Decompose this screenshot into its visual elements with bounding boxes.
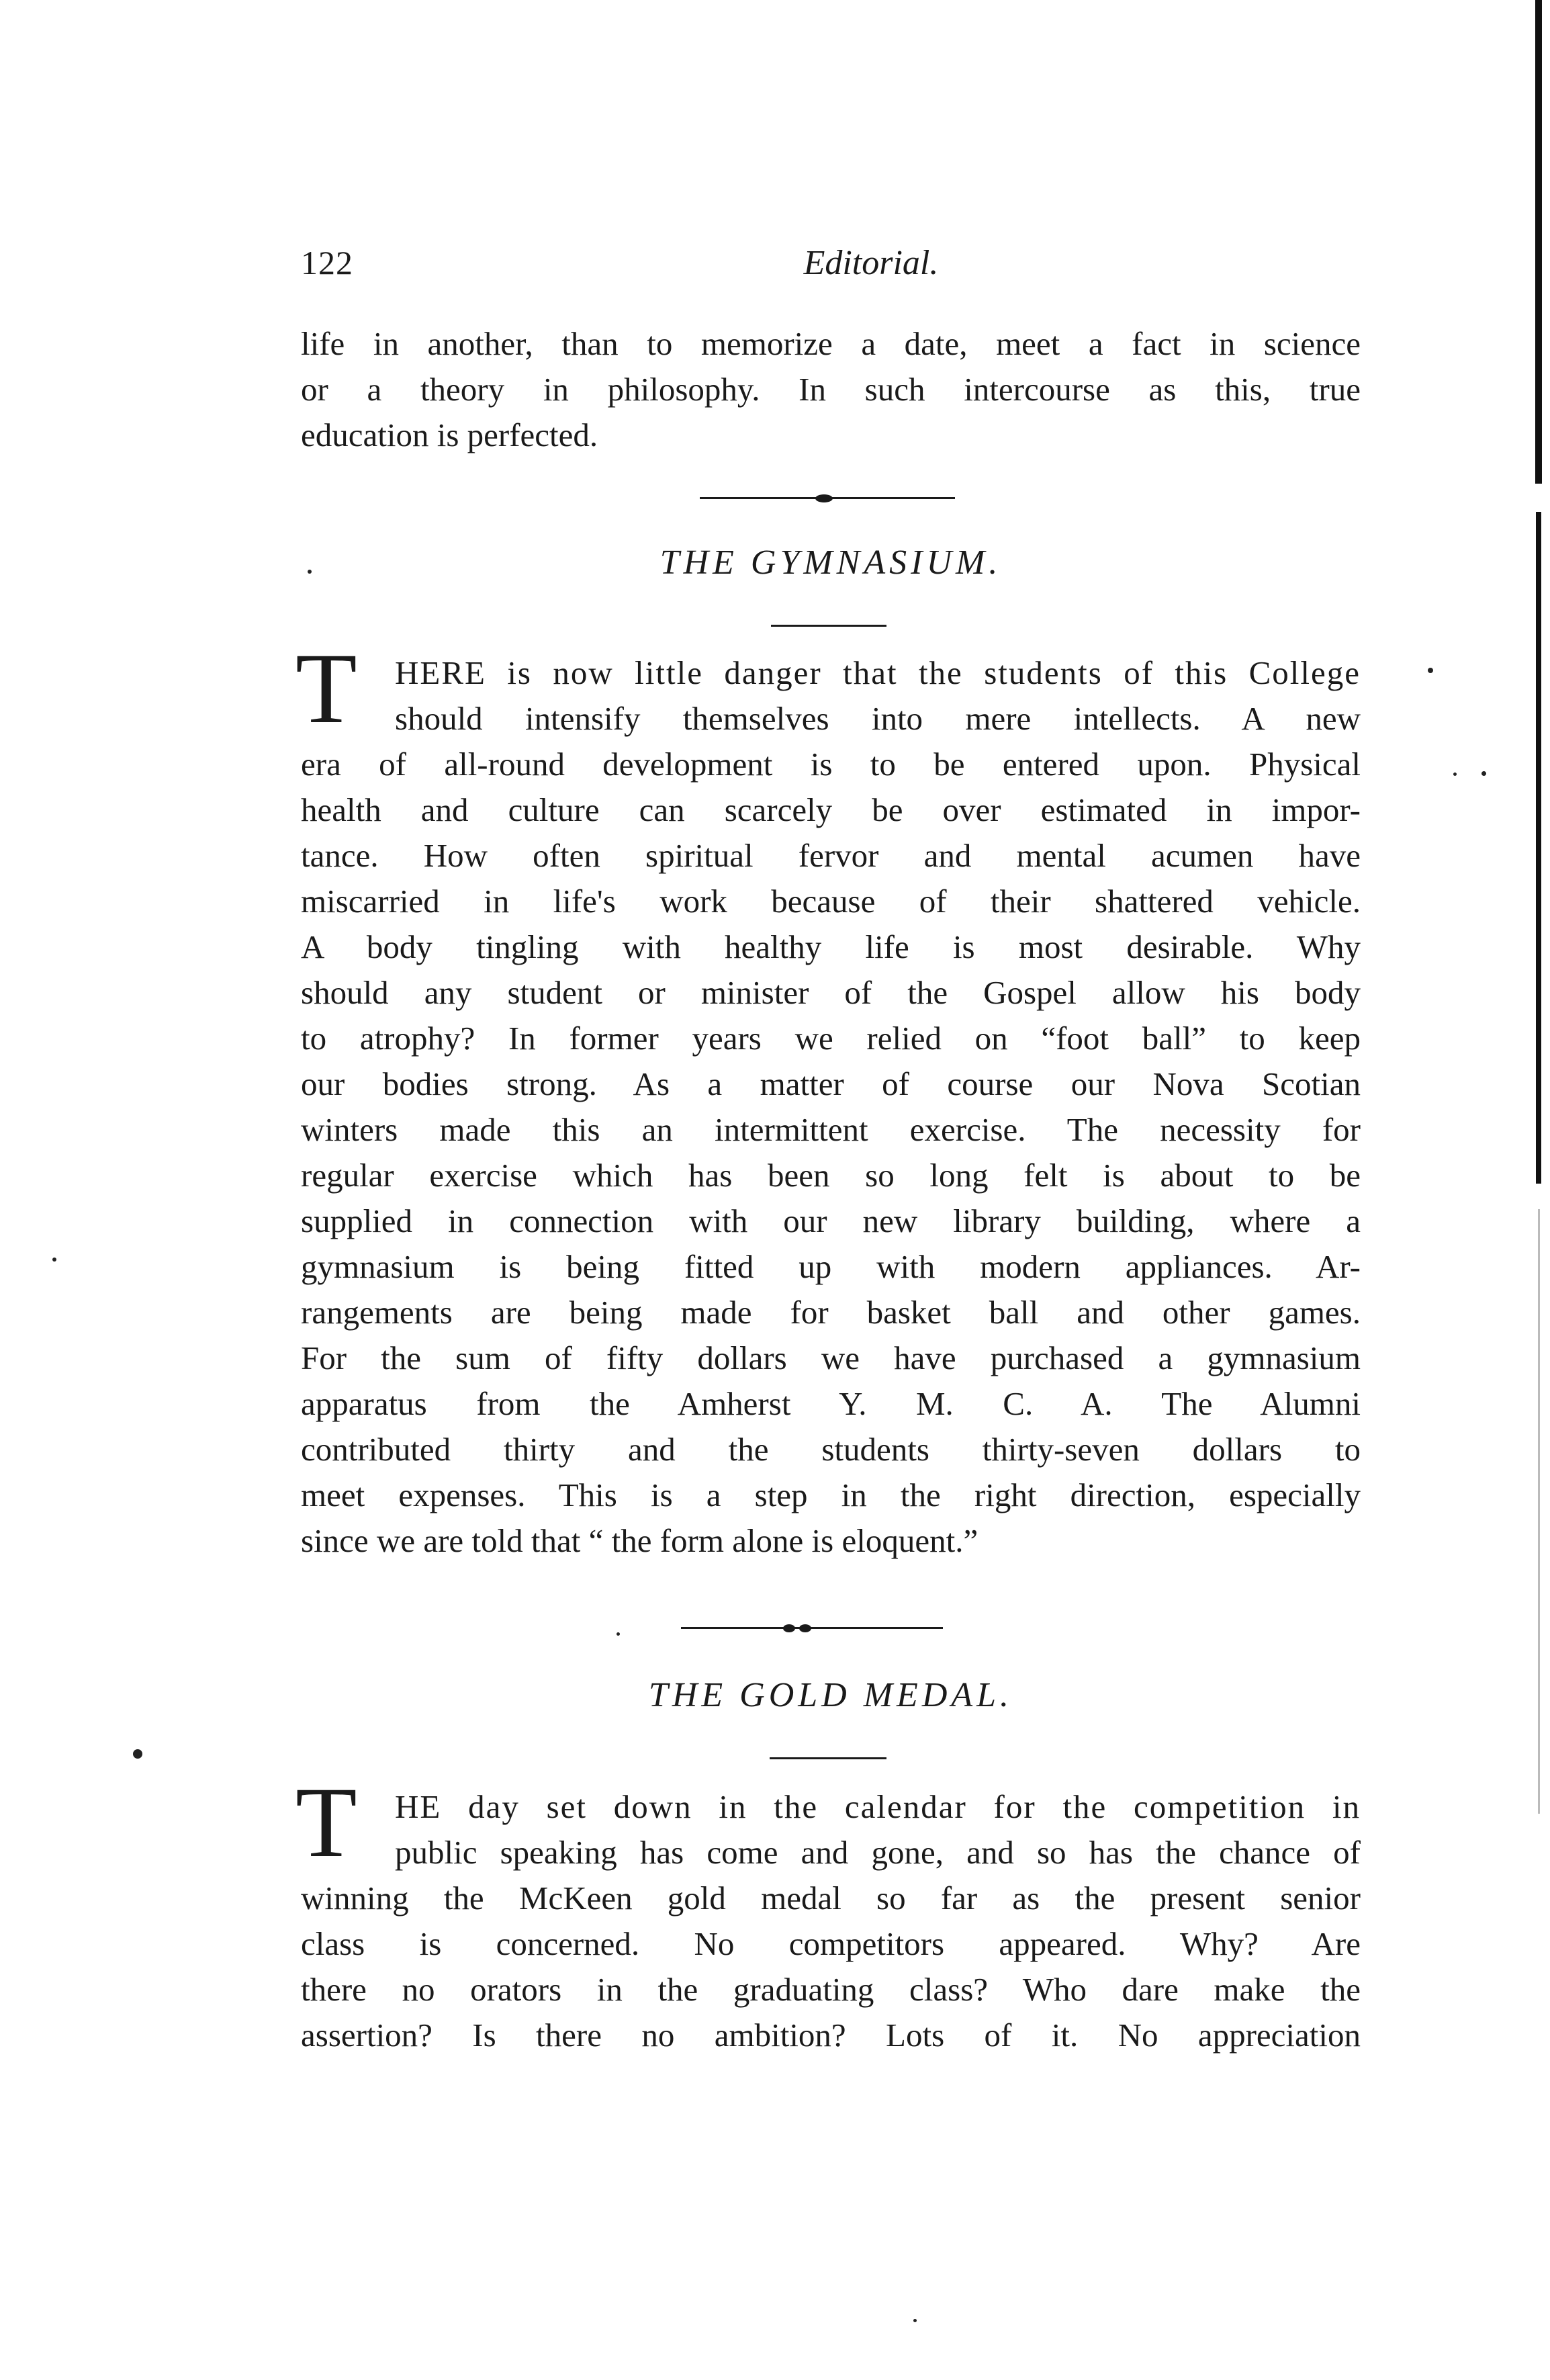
section-title-gold-medal: THE GOLD MEDAL. bbox=[648, 1676, 1013, 1714]
text-line: tance. How often spiritual fervor and mental acumen have bbox=[301, 837, 1361, 874]
text-line: miscarried in life's work because of their shattered vehicle. bbox=[301, 883, 1361, 920]
text-line: should any student or minister of the Gospel allow his body bbox=[301, 974, 1361, 1011]
scan-speck bbox=[1453, 773, 1457, 776]
ornament-rule bbox=[700, 494, 955, 503]
title-underline bbox=[770, 1757, 886, 1759]
text-line: or a theory in philosophy. In such intercourse as this, true bbox=[301, 371, 1361, 408]
scan-edge-mark bbox=[1538, 1209, 1540, 1814]
drop-cap: T bbox=[295, 1767, 357, 1878]
page-header bbox=[301, 243, 1361, 290]
text-line: assertion? Is there no ambition? Lots of it. No appreciation bbox=[301, 2017, 1361, 2054]
scan-speck bbox=[52, 1258, 56, 1262]
text-line: contributed thirty and the students thirty-seven dollars to bbox=[301, 1431, 1361, 1468]
text-line: winning the McKeen gold medal so far as the present senior bbox=[301, 1880, 1361, 1916]
gold-medal-paragraph bbox=[301, 1784, 1361, 2058]
drop-cap: T bbox=[295, 633, 357, 744]
text-line: gymnasium is being fitted up with modern appliances. Ar- bbox=[301, 1248, 1361, 1285]
ornament-rule bbox=[681, 1624, 943, 1633]
text-line: apparatus from the Amherst Y. M. C. A. The Alumni bbox=[301, 1385, 1361, 1422]
scan-speck bbox=[133, 1749, 142, 1759]
text-line: public speaking has come and gone, and so has the chance of bbox=[395, 1834, 1361, 1871]
page-number: 122 bbox=[301, 244, 353, 281]
text-line: For the sum of fifty dollars we have purchased a gymnasium bbox=[301, 1339, 1361, 1376]
scan-speck bbox=[913, 2319, 917, 2322]
text-line: supplied in connection with our new library building, where a bbox=[301, 1202, 1361, 1239]
text-line: education is perfected. bbox=[301, 416, 598, 453]
text-line: era of all-round development is to be entered upon. Physical bbox=[301, 746, 1361, 783]
text-line: should intensify themselves into mere intellects. A new bbox=[395, 700, 1361, 737]
title-underline bbox=[771, 625, 886, 627]
gymnasium-paragraph bbox=[301, 650, 1361, 1564]
text-line: to atrophy? In former years we relied on “foot ball” to keep bbox=[301, 1020, 1361, 1057]
intro-paragraph bbox=[301, 321, 1361, 458]
scan-speck bbox=[1428, 668, 1433, 673]
text-line: meet expenses. This is a step in the right direction, especially bbox=[301, 1477, 1361, 1513]
section-title-gymnasium: THE GYMNASIUM. bbox=[659, 543, 1002, 582]
text-line: A body tingling with healthy life is most desirable. Why bbox=[301, 928, 1361, 965]
text-line: since we are told that “ the form alone is eloquent.” bbox=[301, 1522, 978, 1559]
scan-speck bbox=[1481, 771, 1486, 776]
text-line: winters made this an intermittent exercise. The necessity for bbox=[301, 1111, 1361, 1148]
running-title: Editorial. bbox=[803, 244, 939, 282]
text-line: HE day set down in the calendar for the competition in bbox=[395, 1788, 1361, 1825]
scan-edge-mark bbox=[1535, 0, 1542, 484]
text-line: regular exercise which has been so long felt is about to be bbox=[301, 1157, 1361, 1194]
text-line: rangements are being made for basket ball and other games. bbox=[301, 1294, 1361, 1331]
scan-speck bbox=[617, 1632, 620, 1636]
text-line: life in another, than to memorize a date, meet a fact in science bbox=[301, 325, 1361, 362]
text-line: health and culture can scarcely be over estimated in impor- bbox=[301, 791, 1361, 828]
text-line: our bodies strong. As a matter of course our Nova Scotian bbox=[301, 1065, 1361, 1102]
scan-edge-mark bbox=[1536, 512, 1541, 1184]
text-line: HERE is now little danger that the students of this College bbox=[395, 654, 1361, 691]
text-line: there no orators in the graduating class? Who dare make the bbox=[301, 1971, 1361, 2008]
text-line: class is concerned. No competitors appeared. Why? Are bbox=[301, 1925, 1361, 1962]
